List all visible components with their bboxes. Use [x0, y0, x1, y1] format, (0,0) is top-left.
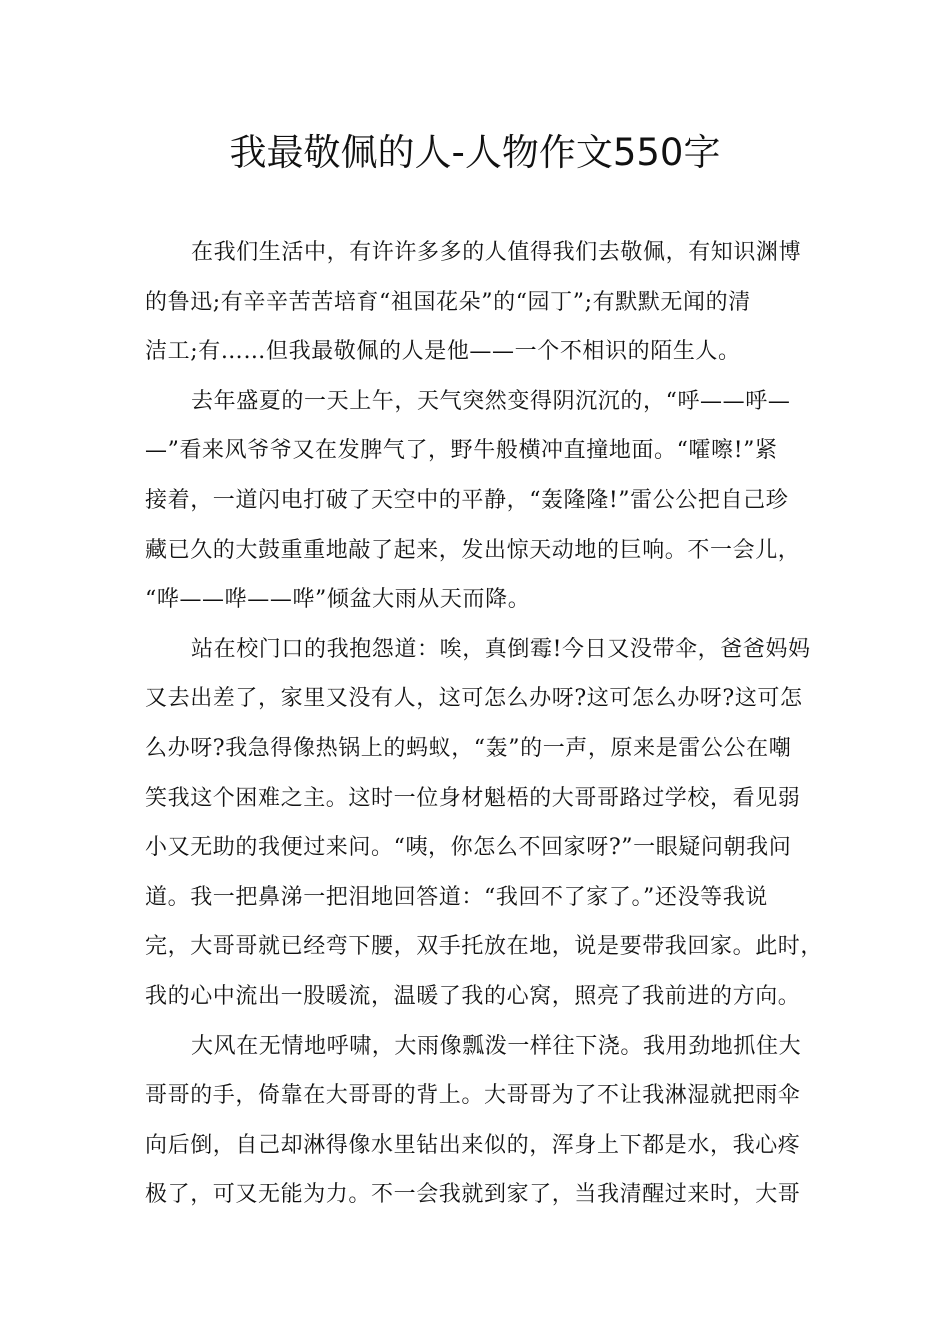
paragraph-line: 站在校门口的我抱怨道：唉，真倒霉!今日又没带伞，爸爸妈妈 — [191, 636, 811, 662]
paragraph-line: “哗——哗——哗”倾盆大雨从天而降。 — [145, 587, 531, 613]
paragraph-line: 小又无助的我便过来问。“咦，你怎么不回家呀?”一眼疑问朝我问 — [145, 835, 792, 861]
paragraph-line: 又去出差了，家里又没有人，这可怎么办呀?这可怎么办呀?这可怎 — [145, 686, 803, 712]
paragraph-line: —”看来风爷爷又在发脾气了，野牛般横冲直撞地面。“嚯嚓!”紧 — [145, 438, 778, 464]
paragraph-line: 完，大哥哥就已经弯下腰，双手托放在地，说是要带我回家。此时， — [145, 934, 824, 960]
paragraph-line: 极了，可又无能为力。不一会我就到家了，当我清醒过来时，大哥 — [145, 1182, 801, 1208]
paragraph-line: 洁工;有……但我最敬佩的人是他——一个不相识的陌生人。 — [145, 339, 741, 365]
paragraph-line: 么办呀?我急得像热锅上的蚂蚁，“轰”的一声，原来是雷公公在嘲 — [145, 735, 792, 761]
paragraph-line: 的鲁迅;有辛辛苦苦培育“祖国花朵”的“园丁”;有默默无闻的清 — [145, 289, 751, 315]
paragraph-line: 向后倒，自己却淋得像水里钻出来似的，浑身上下都是水，我心疼 — [145, 1132, 801, 1158]
paragraph-line: 道。我一把鼻涕一把泪地回答道：“我回不了家了。”还没等我说 — [145, 884, 768, 910]
paragraph-line: 哥哥的手，倚靠在大哥哥的背上。大哥哥为了不让我淋湿就把雨伞 — [145, 1083, 801, 1109]
paragraph-line: 我的心中流出一股暖流，温暖了我的心窝，照亮了我前进的方向。 — [145, 983, 801, 1009]
paragraph-line: 笑我这个困难之主。这时一位身材魁梧的大哥哥路过学校，看见弱 — [145, 785, 801, 811]
document-title: 我最敬佩的人-人物作文550字 — [229, 131, 721, 174]
paragraph-line: 藏已久的大鼓重重地敲了起来，发出惊天动地的巨响。不一会儿， — [145, 537, 801, 563]
paragraph-line: 在我们生活中，有许许多多的人值得我们去敬佩，有知识渊博 — [191, 240, 802, 265]
paragraph-line: 去年盛夏的一天上午，天气突然变得阴沉沉的，“呼——呼— — [191, 388, 791, 414]
paragraph-line: 大风在无情地呼啸，大雨像瓢泼一样往下浇。我用劲地抓住大 — [191, 1033, 802, 1059]
essay-body — [145, 228, 825, 1220]
paragraph-line: 接着，一道闪电打破了天空中的平静，“轰隆隆!”雷公公把自己珍 — [145, 487, 789, 513]
